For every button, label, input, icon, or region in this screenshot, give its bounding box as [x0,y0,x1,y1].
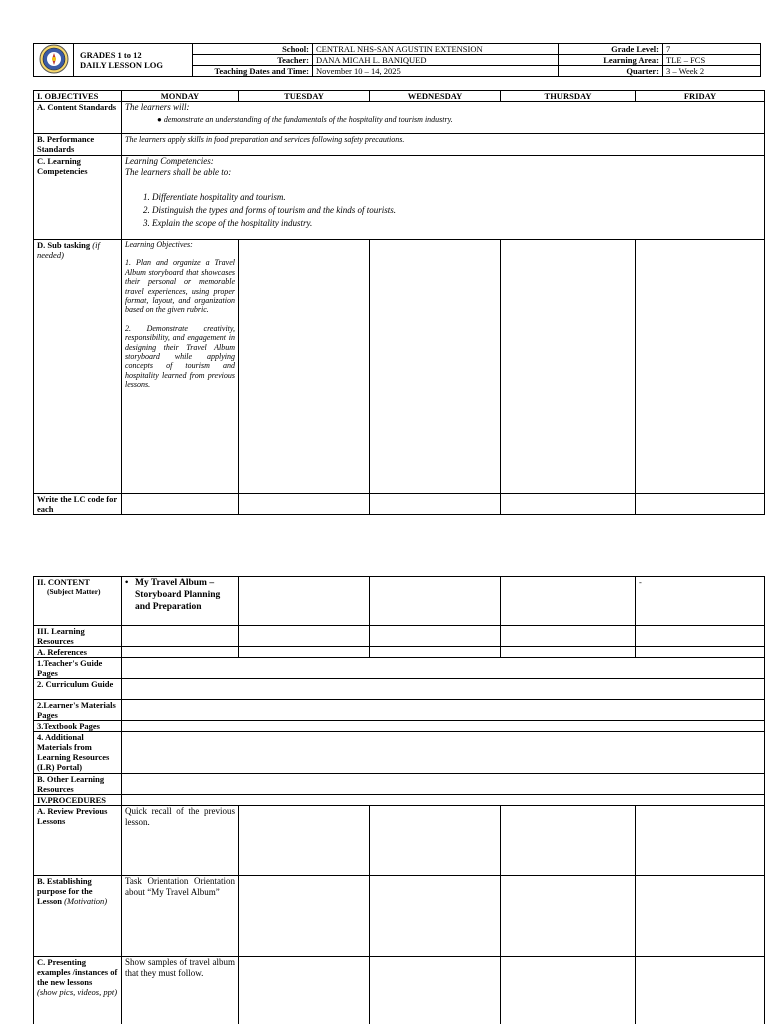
presenting-title: C. Presenting examples /instances of the new lessons [37,957,118,987]
learners-materials-value [122,700,765,721]
subtask-objective-1: 1. Plan and organize a Travel Album storyboard that showcases their personal or memorable travel experiences, using proper format, layout, and organization based on the given rubric. [125,258,235,315]
subtasking-friday [636,240,765,494]
review-wednesday [370,806,501,876]
references-monday [122,647,239,658]
content-standards-label: A. Content Standards [34,102,122,134]
competency-2: 2. Distinguish the types and forms of tourism and the kinds of tourists. [143,205,397,215]
competencies-intro2: The learners shall be able to: [125,167,232,177]
references-tuesday [239,647,370,658]
seal-icon [39,44,69,74]
content-wednesday [370,577,501,626]
additional-materials-value [122,732,765,774]
objectives-table [33,90,765,515]
presenting-thursday [501,957,636,1024]
lesson-log-header [33,43,761,77]
lc-code-friday [636,494,765,515]
grade-label: Grade Level: [559,44,663,55]
purpose-friday [636,876,765,957]
title-line2: DAILY LESSON LOG [80,60,163,70]
content-title: II. CONTENT [37,577,90,587]
area-label: Learning Area: [559,55,663,66]
learning-competencies-value [122,156,765,240]
purpose-note: (Motivation) [64,896,108,906]
resources-monday [122,626,239,647]
subtasking-wednesday [370,240,501,494]
review-thursday [501,806,636,876]
references-label: A. References [34,647,122,658]
quarter-value: 3 – Week 2 [663,66,761,77]
purpose-monday: Task Orientation Orientation about “My Travel Album” [122,876,239,957]
resources-wednesday [370,626,501,647]
other-resources-value [122,774,765,795]
presenting-label [34,957,122,1024]
learning-competencies-label: C. Learning Competencies [34,156,122,240]
resources-friday [636,626,765,647]
review-lessons-label: A. Review Previous Lessons [34,806,122,876]
presenting-wednesday [370,957,501,1024]
lc-code-monday [122,494,239,515]
deped-seal [34,44,74,77]
performance-standards-value: The learners apply skills in food preparation and services following safety precautions. [122,134,765,156]
presenting-friday [636,957,765,1024]
content-thursday [501,577,636,626]
subtasking-title: D. Sub tasking [37,240,91,250]
area-value: TLE – FCS [663,55,761,66]
references-wednesday [370,647,501,658]
purpose-title: B. Establishing purpose for the Lesson [37,876,93,906]
learning-resources-label: III. Learning Resources [34,626,122,647]
content-sublabel: (Subject Matter) [47,587,101,596]
content-topic-text: My Travel Album – Storyboard Planning and Preparation [135,578,221,612]
purpose-wednesday [370,876,501,957]
subtasking-monday [122,240,239,494]
teacher-label: Teacher: [193,55,313,66]
dates-value: November 10 – 14, 2025 [313,66,559,77]
resources-thursday [501,626,636,647]
teacher-value: DANA MICAH L. BANIQUED [313,55,559,66]
procedures-value [122,795,765,806]
additional-materials-label: 4. Additional Materials from Learning Resources (LR) Portal) [34,732,122,774]
textbook-pages-label: 3.Textbook Pages [34,721,122,732]
content-standards-bullet-row [125,115,761,125]
content-standards-value [122,102,765,134]
presenting-monday: Show samples of travel album that they must follow. [122,957,239,1024]
subtasking-note: (if needed) [37,240,100,260]
quarter-label: Quarter: [559,66,663,77]
references-friday [636,647,765,658]
day-friday: FRIDAY [636,91,765,102]
content-tuesday [239,577,370,626]
curriculum-guide-label: 2. Curriculum Guide [34,679,122,700]
lc-code-label: Write the LC code for each [34,494,122,515]
presenting-tuesday [239,957,370,1024]
lc-code-thursday [501,494,636,515]
subtask-heading: Learning Objectives: [125,240,193,249]
grade-value: 7 [663,44,761,55]
objectives-heading: I. OBJECTIVES [34,91,122,102]
procedures-label: IV.PROCEDURES [34,795,122,806]
content-friday: - [636,577,765,626]
review-lessons-monday: Quick recall of the previous lesson. [122,806,239,876]
school-label: School: [193,44,313,55]
subtasking-label [34,240,122,494]
content-label [34,577,122,626]
curriculum-guide-value [122,679,765,700]
references-thursday [501,647,636,658]
purpose-thursday [501,876,636,957]
teachers-guide-value [122,658,765,679]
performance-standards-label: B. Performance Standards [34,134,122,156]
dates-label: Teaching Dates and Time: [193,66,313,77]
content-standards-bullet: demonstrate an understanding of the fundamentals of the hospitality and tourism industry. [163,115,453,124]
content-standards-intro: The learners will: [125,102,190,112]
lc-code-tuesday [239,494,370,515]
purpose-label [34,876,122,957]
day-wednesday: WEDNESDAY [370,91,501,102]
learners-materials-label: 2.Learner's Materials Pages [34,700,122,721]
content-topic [122,577,239,626]
purpose-tuesday [239,876,370,957]
day-tuesday: TUESDAY [239,91,370,102]
presenting-note: (show pics, videos, ppt) [37,987,118,997]
day-thursday: THURSDAY [501,91,636,102]
teachers-guide-label: 1.Teacher's Guide Pages [34,658,122,679]
bullet-icon: • [125,578,129,588]
competencies-intro1: Learning Competencies: [125,156,214,166]
other-resources-label: B. Other Learning Resources [34,774,122,795]
textbook-pages-value [122,721,765,732]
resources-tuesday [239,626,370,647]
subtasking-tuesday [239,240,370,494]
bullet-icon: ● [157,115,164,124]
school-value: CENTRAL NHS-SAN AGUSTIN EXTENSION [313,44,559,55]
competency-1: 1. Differentiate hospitality and tourism. [143,192,286,202]
subtasking-thursday [501,240,636,494]
review-tuesday [239,806,370,876]
subtask-objective-2: 2. Demonstrate creativity, responsibility, and engagement in designing their Travel Album storyboard while applying concepts of tourism and hospitality learned from previous lessons. [125,323,235,390]
title-line1: GRADES 1 to 12 [80,50,142,60]
lc-code-wednesday [370,494,501,515]
log-title [74,44,193,77]
review-friday [636,806,765,876]
content-table [33,576,765,1024]
competency-3: 3. Explain the scope of the hospitality industry. [143,218,313,228]
day-monday: MONDAY [122,91,239,102]
